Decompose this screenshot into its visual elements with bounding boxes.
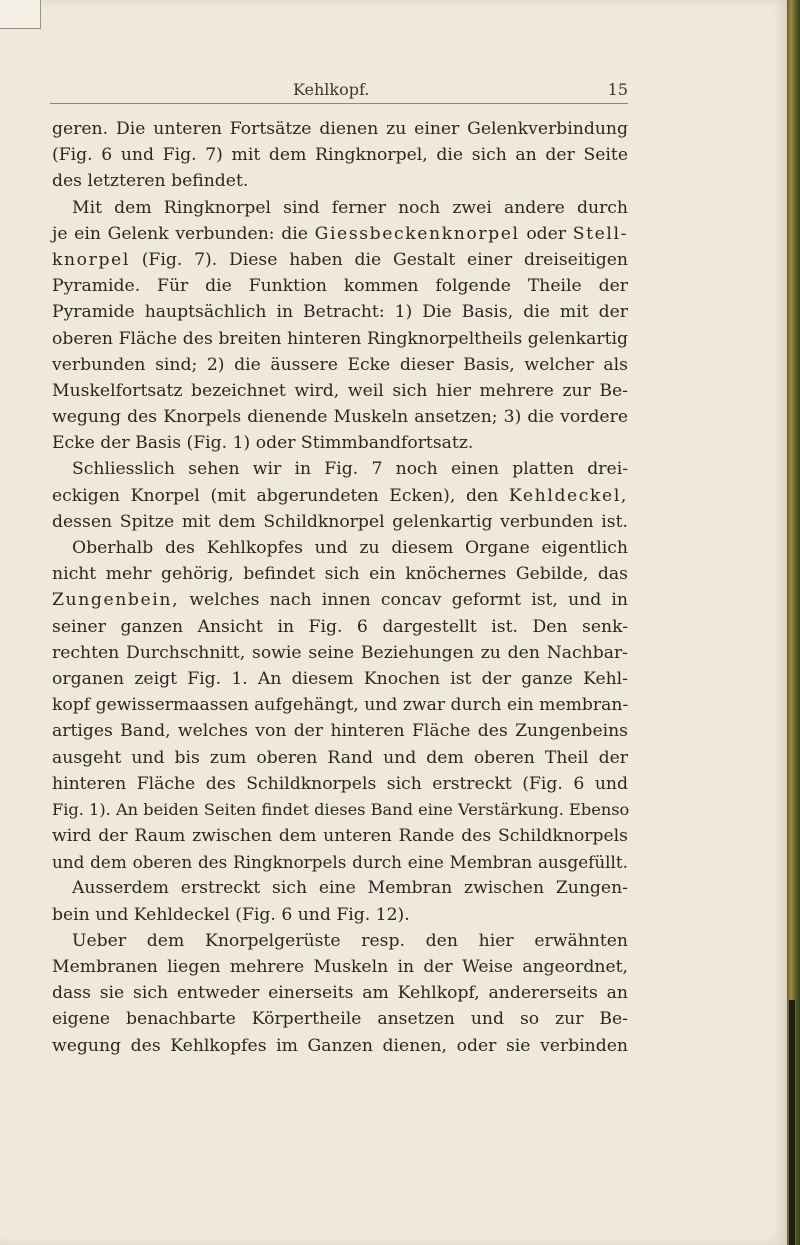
text-run: oder [519, 223, 573, 244]
text-run: wegung des Knorpels dienende Muskeln ansetzen; 3) die vordere [52, 407, 628, 428]
text-line [52, 797, 628, 823]
text-run: Muskelfortsatz bezeichnet wird, weil sich hier mehrere zur Be- [52, 380, 628, 401]
text-line [52, 221, 628, 247]
text-run: je ein Gelenk verbunden: die [52, 223, 315, 244]
text-run: dass sie sich entweder einerseits am Kehlkopf, andererseits an [52, 983, 628, 1004]
text-line [52, 561, 628, 587]
text-run: rechten Durchschnitt, sowie seine Beziehungen zu den Nachbar- [52, 642, 628, 663]
text-run: geren. Die unteren Fortsätze dienen zu einer Gelenkverbindung [52, 119, 628, 139]
text-line [52, 587, 628, 613]
text-line [52, 430, 628, 456]
text-run: Mit dem Ringknorpel sind ferner noch zwei andere durch [72, 197, 628, 218]
text-line [52, 692, 628, 718]
text-run: des letzteren befindet. [52, 171, 249, 192]
text-line [52, 718, 628, 744]
text-line [52, 980, 628, 1006]
text-run: Pyramide. Für die Funktion kommen folgende Theile der [52, 276, 628, 297]
text-run: organen zeigt Fig. 1. An diesem Knochen ist der ganze Kehl- [52, 668, 628, 689]
text-run: eckigen Knorpel (mit abgerundeten Ecken), den [52, 485, 509, 506]
page-edge-strip [787, 0, 800, 1245]
text-run: kopf gewissermaassen aufgehängt, und zwar durch ein membran- [52, 695, 629, 716]
text-line [52, 509, 628, 535]
text-line [52, 771, 628, 797]
text-line [52, 116, 628, 142]
text-run: Ausserdem erstreckt sich eine Membran zwischen Zungen- [72, 878, 628, 899]
header-rule [50, 103, 628, 104]
emphasized-term: Stell- [572, 223, 628, 244]
emphasized-term: Zungenbein, [52, 590, 180, 611]
text-line [52, 666, 628, 692]
text-run: seiner ganzen Ansicht in Fig. 6 dargestellt ist. Den senk- [52, 616, 628, 637]
text-run: dessen Spitze mit dem Schildknorpel gelenkartig verbunden ist. [52, 511, 628, 532]
text-line [52, 535, 628, 561]
text-line [52, 875, 628, 901]
emphasized-term: knorpel [52, 249, 130, 270]
text-run: und dem oberen des Ringknorpels durch eine Membran ausgefüllt. [52, 852, 628, 873]
text-line [52, 823, 628, 849]
text-line [52, 247, 628, 273]
text-run: Pyramide hauptsächlich in Betracht: 1) Die Basis, die mit der [52, 302, 628, 323]
text-line [52, 352, 628, 378]
text-run: Fig. 1). An beiden Seiten findet dieses Band eine Verstärkung. Ebenso [52, 799, 630, 819]
text-run: ausgeht und bis zum oberen Rand und dem oberen Theil der [52, 747, 628, 768]
text-run: hinteren Fläche des Schildknorpels sich erstreckt (Fig. 6 und [52, 773, 628, 794]
text-run: Membranen liegen mehrere Muskeln in der Weise angeordnet, [52, 957, 628, 977]
body-text [52, 116, 628, 1059]
text-run: Schliesslich sehen wir in Fig. 7 noch einen platten drei- [72, 459, 628, 480]
text-run: wegung des Kehlkopfes im Ganzen dienen, oder sie verbinden [52, 1035, 628, 1056]
text-line [52, 902, 628, 928]
text-run: Oberhalb des Kehlkopfes und zu diesem Organe eigentlich [72, 538, 628, 558]
text-run: Ueber dem Knorpelgerüste resp. den hier erwähnten [72, 930, 628, 951]
text-line [52, 142, 628, 168]
text-line [52, 404, 628, 430]
text-line [52, 614, 628, 640]
text-line [52, 195, 628, 221]
text-line [52, 745, 628, 771]
text-run: (Fig. 7). Diese haben die Gestalt einer dreiseitigen [129, 249, 628, 270]
text-run: Ecke der Basis (Fig. 1) oder Stimmbandfortsatz. [52, 433, 474, 454]
text-line [52, 378, 628, 404]
text-line [52, 1006, 628, 1032]
text-run: eigene benachbarte Körpertheile ansetzen und so zur Be- [52, 1009, 628, 1030]
text-line [52, 299, 628, 325]
text-line [52, 483, 628, 509]
running-title: Kehlkopf. [293, 80, 370, 99]
text-line [52, 954, 628, 980]
text-line [52, 326, 628, 352]
text-run: bein und Kehldeckel (Fig. 6 und Fig. 12). [52, 904, 410, 925]
text-run: artiges Band, welches von der hinteren Fläche des Zungenbeins [52, 721, 628, 742]
text-line [52, 168, 628, 194]
text-run: wird der Raum zwischen dem unteren Rande des Schildknorpels [52, 826, 628, 847]
text-run: verbunden sind; 2) die äussere Ecke dieser Basis, welcher als [52, 354, 628, 375]
text-run: welches nach innen concav geformt ist, und in [179, 590, 628, 611]
text-line [52, 640, 628, 666]
text-line [52, 928, 628, 954]
text-line [52, 456, 628, 482]
text-run: (Fig. 6 und Fig. 7) mit dem Ringknorpel, die sich an der Seite [52, 145, 628, 166]
emphasized-term: Kehldeckel, [508, 485, 628, 506]
text-line [52, 849, 628, 875]
text-run: oberen Fläche des breiten hinteren Ringknorpeltheils gelenkartig [52, 328, 628, 349]
page-number: 15 [607, 80, 628, 99]
scan-corner-mark [0, 0, 41, 29]
text-run: nicht mehr gehörig, befindet sich ein knöchernes Gebilde, das [52, 564, 628, 585]
text-line [52, 1033, 628, 1059]
emphasized-term: Giessbeckenknorpel [314, 223, 520, 244]
text-line [52, 273, 628, 299]
